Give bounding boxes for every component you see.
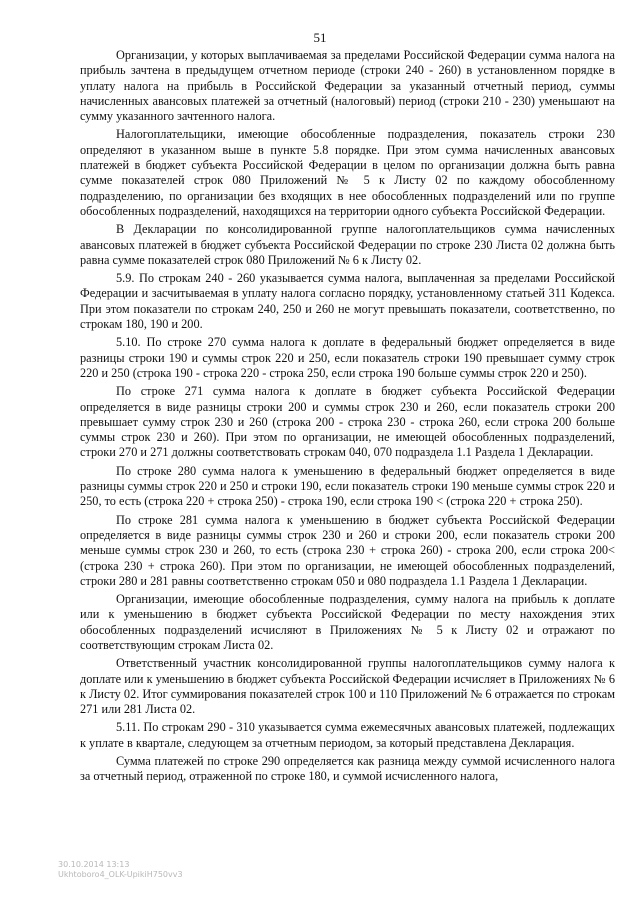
paragraph: В Декларации по консолидированной группе налогоплательщиков сумма начисленных авансовых платежей в бюджет субъекта Российской Федерации по строке 230 Листа 02 должна быть равна сумме показателей строк 080 Приложений № 6 к Листу 02. bbox=[80, 222, 615, 267]
page-number: 51 bbox=[313, 30, 327, 45]
paragraph: Организации, у которых выплачиваемая за пределами Российской Федерации сумма налога на прибыль зачтена в предыдущем отчетном периоде (строки 240 - 260) в установленном порядке в уплату налога на прибыль в Российской Федерации за указанный отчетный период, суммы начисленных авансовых платежей за отчетный (налоговый) период (строки 210 - 230) уменьшают на сумму указанного зачтенного налога. bbox=[80, 48, 615, 124]
body-text bbox=[80, 48, 615, 788]
stamp-timestamp: 30.10.2014 13:13 bbox=[58, 860, 130, 869]
paragraph: Налогоплательщики, имеющие обособленные подразделения, показатель строки 230 определяют в указанном выше в пункте 5.8 порядке. При этом сумма начисленных авансовых платежей в бюджет субъекта Российской Федерации в целом по организации должна быть равна сумме показателей строк 080 Приложений № 5 к Листу 02 по каждому обособленному подразделению, по организации без входящих в нее обособленных подразделений или по группе обособленных подразделений, находящихся на территории одного субъекта Российской Федерации. bbox=[80, 127, 615, 218]
paragraph: По строке 271 сумма налога к доплате в бюджет субъекта Российской Федерации определяется в виде разницы строки 200 и суммы строк 230 и 260, если показатель строки 200 превышает сумму строк 230 и 260 (строка 200 - строка 230 - строка 260, если строка 200 больше суммы строк 230 и 260). При этом по организации, не имеющей обособленных подразделений, строки 270 и 271 должны соответствовать строкам 040, 070 подраздела 1.1 Раздела 1 Декларации. bbox=[80, 384, 615, 460]
print-stamp bbox=[58, 860, 183, 880]
paragraph: По строке 281 сумма налога к уменьшению в бюджет субъекта Российской Федерации определяется в виде разницы суммы строк 230 и 260 и строки 200, если показатель строки 200 меньше суммы строк 230 и 260, то есть (строка 230 + строка 260) - строка 200, если строка 200< (строка 230 + строка 260). При этом по организации, не имеющей обособленных подразделений, строки 280 и 281 равны соответственно строкам 050 и 080 подраздела 1.1 Раздела 1 Декларации. bbox=[80, 512, 615, 588]
paragraph: Сумма платежей по строке 290 определяется как разница между суммой исчисленного налога за отчетный период, отраженной по строке 180, и суммой исчисленного налога, bbox=[80, 754, 615, 784]
paragraph: По строке 280 сумма налога к уменьшению в федеральный бюджет определяется в виде разницы суммы строк 220 и 250 и строки 190, если показатель строки 190 меньше суммы строк 220 и 250, то есть (строка 220 + строка 250) - строка 190, если строка 190 < (строка 220 + строка 250). bbox=[80, 463, 615, 509]
stamp-file-id: Ukhtoboro4_OLK-UpikiH750vv3 bbox=[58, 870, 183, 879]
paragraph: Организации, имеющие обособленные подразделения, сумму налога на прибыль к доплате или к уменьшению в бюджет субъекта Российской Федерации по месту нахождения этих обособленных подразделений исчисляют в Приложениях № 5 к Листу 02 и отражают по соответствующим строкам Листа 02. bbox=[80, 592, 615, 652]
paragraph: Ответственный участник консолидированной группы налогоплательщиков сумму налога к доплате или к уменьшению в бюджет субъекта Российской Федерации исчисляет в Приложениях № 6 к Листу 02. Итог суммирования показателей строк 100 и 110 Приложений № 6 отражается по строкам 271 или 281 Листа 02. bbox=[80, 656, 615, 717]
paragraph: 5.9. По строкам 240 - 260 указывается сумма налога, выплаченная за пределами Российской Федерации и засчитываемая в уплату налога согласно порядку, установленному статьей 311 Кодекса. При этом показатели по строкам 240, 250 и 260 не могут превышать показатели, соответственно, по строкам 180, 190 и 200. bbox=[80, 271, 615, 332]
paragraph: 5.10. По строке 270 сумма налога к доплате в федеральный бюджет определяется в виде разницы строки 190 и суммы строк 220 и 250, если показатель строки 190 превышает сумму строк 220 и 250 (строка 190 - строка 220 - строка 250, если строка 190 больше суммы строк 220 и 250). bbox=[80, 335, 615, 380]
paragraph: 5.11. По строкам 290 - 310 указывается сумма ежемесячных авансовых платежей, подлежащих к уплате в квартале, следующем за отчетным периодом, за который представлена Декларация. bbox=[80, 720, 615, 750]
